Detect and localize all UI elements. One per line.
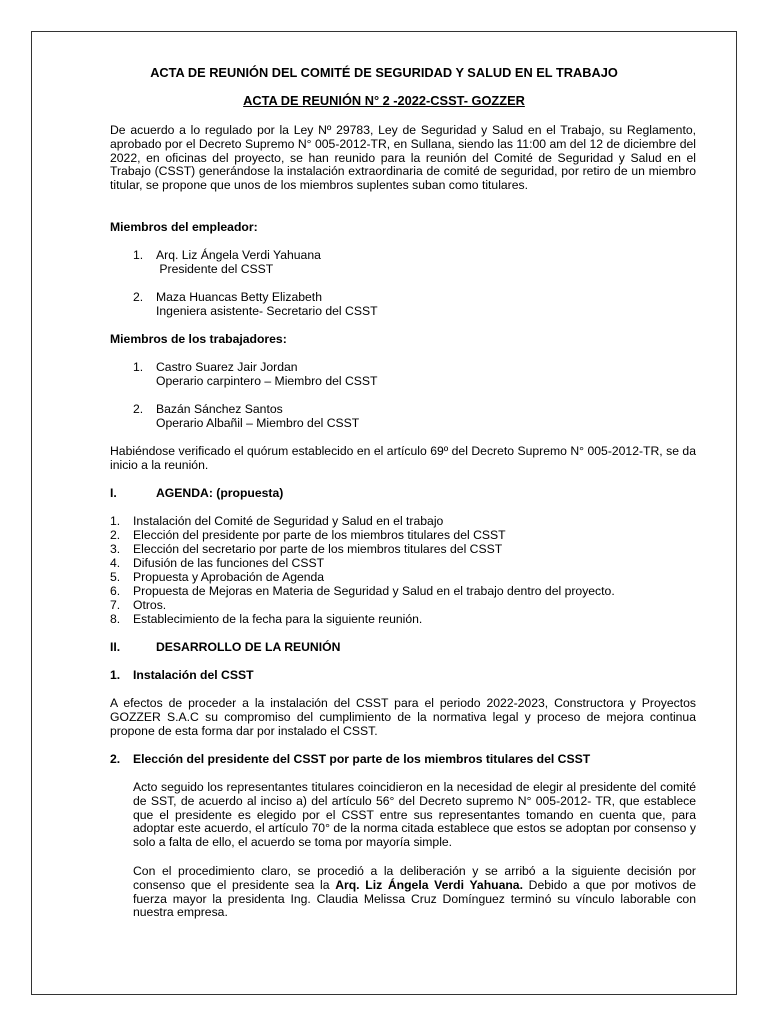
development-heading: DESARROLLO DE LA REUNIÓN (156, 640, 341, 654)
document-subtitle: ACTA DE REUNIÓN N° 2 -2022-CSST- GOZZER (243, 93, 525, 108)
decision-paragraph (133, 865, 696, 920)
member-role: Operario Albañil – Miembro del CSST (156, 416, 360, 430)
intro-paragraph: De acuerdo a lo regulado por la Ley Nº 29783, Ley de Seguridad y Salud en el Trabajo, su Reglamento, aprobado por el Decreto Supremo N° 005-2012-TR, en Sullana, siendo las 11:00 am del 12 de diciembre del 2022, en oficinas del proyecto, se han reunido para la reunión del Comité de Seguridad y Salud en el Trabajo (CSST) generándose la instalación extraordinaria de comité de seguridad, por retiro de un miembro titular, se propone que unos de los miembros suplentes suban como titulares. (110, 123, 696, 193)
member-name: Arq. Liz Ángela Verdi Yahuana (156, 248, 321, 262)
decision-text-end: Debido a que por motivos de fuerza mayor la presidenta Ing. Claudia Melissa Cruz Domínguez terminó su vínculo laborable con nuestra empresa. (133, 877, 697, 920)
subsection-heading: Elección del presidente del CSST por parte de los miembros titulares del CSST (133, 752, 591, 766)
list-number: 2. (133, 290, 144, 304)
agenda-item: Instalación del Comité de Seguridad y Salud en el trabajo (133, 514, 444, 528)
agenda-item: Propuesta y Aprobación de Agenda (133, 570, 325, 584)
list-number: 1. (133, 360, 144, 374)
subsection-number: 2. (110, 752, 121, 766)
installation-paragraph: A efectos de proceder a la instalación del CSST para el periodo 2022-2023, Constructora y Proyectos GOZZER S.A.C su compromiso del cumplimiento de la normativa legal y proceso de mejora continua propone de esta forma dar por instalado el CSST. (110, 696, 696, 738)
list-number: 7. (110, 598, 121, 612)
member-role: Operario carpintero – Miembro del CSST (156, 374, 378, 388)
agenda-item: Elección del presidente por parte de los miembros titulares del CSST (133, 528, 506, 542)
list-number: 2. (110, 528, 121, 542)
document-title: ACTA DE REUNIÓN DEL COMITÉ DE SEGURIDAD Y SALUD EN EL TRABAJO (150, 65, 618, 80)
agenda-heading: AGENDA: (propuesta) (156, 486, 284, 500)
subsection-number: 1. (110, 668, 121, 682)
list-number: 6. (110, 584, 121, 598)
president-name: Arq. Liz Ángela Verdi Yahuana. (335, 877, 523, 892)
agenda-item: Difusión de las funciones del CSST (133, 556, 325, 570)
list-number: 1. (110, 514, 121, 528)
workers-heading: Miembros de los trabajadores: (110, 332, 287, 346)
member-role: Ingeniera asistente- Secretario del CSST (156, 304, 378, 318)
decision-text: Con el procedimiento claro, se procedió a la deliberación y se arribó a la siguiente decisión por consenso que el presidente sea la (133, 864, 696, 892)
subsection-heading: Instalación del CSST (133, 668, 254, 682)
list-number: 3. (110, 542, 121, 556)
list-number: 4. (110, 556, 121, 570)
list-number: 1. (133, 248, 144, 262)
member-name: Bazán Sánchez Santos (156, 402, 283, 416)
agenda-item: Otros. (133, 598, 167, 612)
member-name: Maza Huancas Betty Elizabeth (156, 290, 322, 304)
member-role: Presidente del CSST (156, 262, 274, 276)
list-number: 8. (110, 612, 121, 626)
section-number: II. (110, 640, 121, 654)
member-name: Castro Suarez Jair Jordan (156, 360, 298, 374)
election-paragraph: Acto seguido los representantes titulares coincidieron en la necesidad de elegir al presidente del comité de SST, de acuerdo al inciso a) del artículo 56° del Decreto supremo N° 005-2012- TR, que establece que el presidente es elegido por el CSST entre sus representantes tomando en cuenta que, para adoptar este acuerdo, el artículo 70° de la norma citada establece que estos se adoptan por consenso y solo a falta de ello, el acuerdo se toma por mayoría simple. (133, 780, 696, 850)
list-number: 5. (110, 570, 121, 584)
agenda-item: Elección del secretario por parte de los miembros titulares del CSST (133, 542, 503, 556)
list-number: 2. (133, 402, 144, 416)
quorum-paragraph: Habiéndose verificado el quórum establecido en el artículo 69º del Decreto Supremo N° 005-2012-TR, se da inicio a la reunión. (110, 444, 696, 472)
section-number: I. (110, 486, 117, 500)
agenda-item: Establecimiento de la fecha para la siguiente reunión. (133, 612, 423, 626)
agenda-item: Propuesta de Mejoras en Materia de Seguridad y Salud en el trabajo dentro del proyecto. (133, 584, 615, 598)
employer-heading: Miembros del empleador: (110, 220, 258, 234)
